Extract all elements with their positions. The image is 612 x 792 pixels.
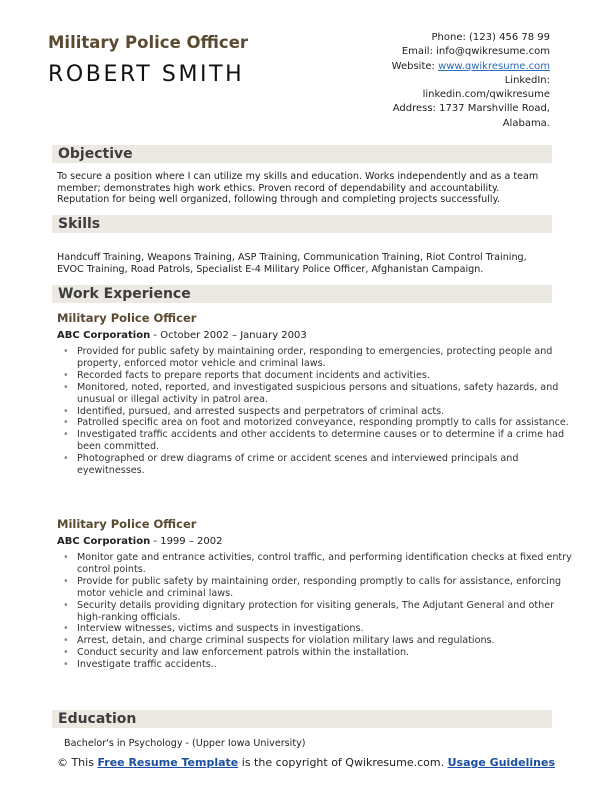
job-bullets [57,346,577,477]
list-item: • Identified, pursued, and arrested suspects and perpetrators of criminal acts. [77,406,577,418]
list-item: • Patrolled specific area on foot and motorized conveyance, responding promptly to calls for assistance. [77,417,577,429]
experience-section-bar [52,285,552,303]
experience-heading: Work Experience [58,286,191,302]
contact-phone: Phone: (123) 456 78 99 [431,32,550,43]
job-dates: - 1999 – 2002 [150,536,223,547]
list-item: • Investigated traffic accidents and other accidents to determine causes or to determine if a crime had been committed. [77,429,577,453]
education-section-bar [52,710,552,728]
list-item: • Monitored, noted, reported, and investigated suspicious persons and situations, safety hazards, and unusual or illegal activity in patrol area. [77,382,577,406]
usage-guidelines-link[interactable]: Usage Guidelines [447,756,556,769]
objective-section-bar [52,145,552,163]
contact-linkedin-label: LinkedIn: [504,74,550,86]
copyright-footer [0,756,612,769]
job-role: Military Police Officer [57,311,197,325]
list-item: • Recorded facts to prepare reports that document incidents and activities. [77,370,577,382]
education-heading: Education [58,711,137,727]
list-item: • Provide for public safety by maintaining order, responding promptly to calls for assistance, enforcing motor vehicle and criminal laws. [77,576,577,600]
job-company-line [57,330,307,341]
contact-address-line2: Alabama. [502,117,550,129]
job-dates: - October 2002 – January 2003 [150,330,307,341]
company-name: ABC Corporation [57,536,151,547]
footer-middle: is the copyright of Qwikresume.com. [238,756,448,769]
contact-linkedin: linkedin.com/qwikresume [422,89,550,101]
job-title-heading: Military Police Officer [48,33,249,52]
objective-heading: Objective [58,146,133,162]
skills-section-bar [52,215,552,233]
footer-prefix: © This [56,756,98,769]
job-bullets [57,552,577,671]
contact-block [392,31,550,131]
list-item: • Interview witnesses, victims and suspects in investigations. [77,623,577,635]
company-name: ABC Corporation [57,330,151,341]
education-text: Bachelor's in Psychology - (Upper Iowa University) [64,738,306,749]
contact-address-line1: Address: 1737 Marshville Road, [392,103,550,115]
list-item: • Photographed or drew diagrams of crime or accident scenes and interviewed principals and eyewitnesses. [77,453,577,477]
skills-text: Handcuff Training, Weapons Training, ASP Training, Communication Training, Riot Control Training, EVOC Training, Road Patrols, Specialist E-4 Military Police Officer, Afghanistan Campaign. [57,252,527,275]
contact-website [392,60,550,74]
job-company-line [57,536,222,547]
free-resume-template-link[interactable]: Free Resume Template [97,756,239,769]
list-item: • Security details providing dignitary protection for visiting generals, The Adjutant General and other high-ranking officials. [77,600,577,624]
list-item: • Investigate traffic accidents.. [77,659,577,671]
website-link[interactable]: www.qwikresume.com [438,60,550,72]
list-item: • Provided for public safety by maintaining order, responding to emergencies, protecting people and property, enforced motor vehicle and criminal laws. [77,346,577,370]
list-item: • Conduct security and law enforcement patrols within the installation. [77,647,577,659]
objective-text: To secure a position where I can utilize my skills and education. Works independently and as a team member; demonstrates high work ethics. Proven record of dependability and accountability. Reputation for being well organized, following through and completing projects successfully. [57,171,539,206]
list-item: • Arrest, detain, and charge criminal suspects for violation military laws and regulations. [77,635,577,647]
contact-email: Email: info@qwikresume.com [401,46,550,58]
candidate-name: ROBERT SMITH [48,62,245,87]
website-label: Website: [391,60,439,72]
job-role: Military Police Officer [57,517,197,531]
skills-heading: Skills [58,216,101,232]
list-item: • Monitor gate and entrance activities, control traffic, and performing identification checks at fixed entry control points. [77,552,577,576]
